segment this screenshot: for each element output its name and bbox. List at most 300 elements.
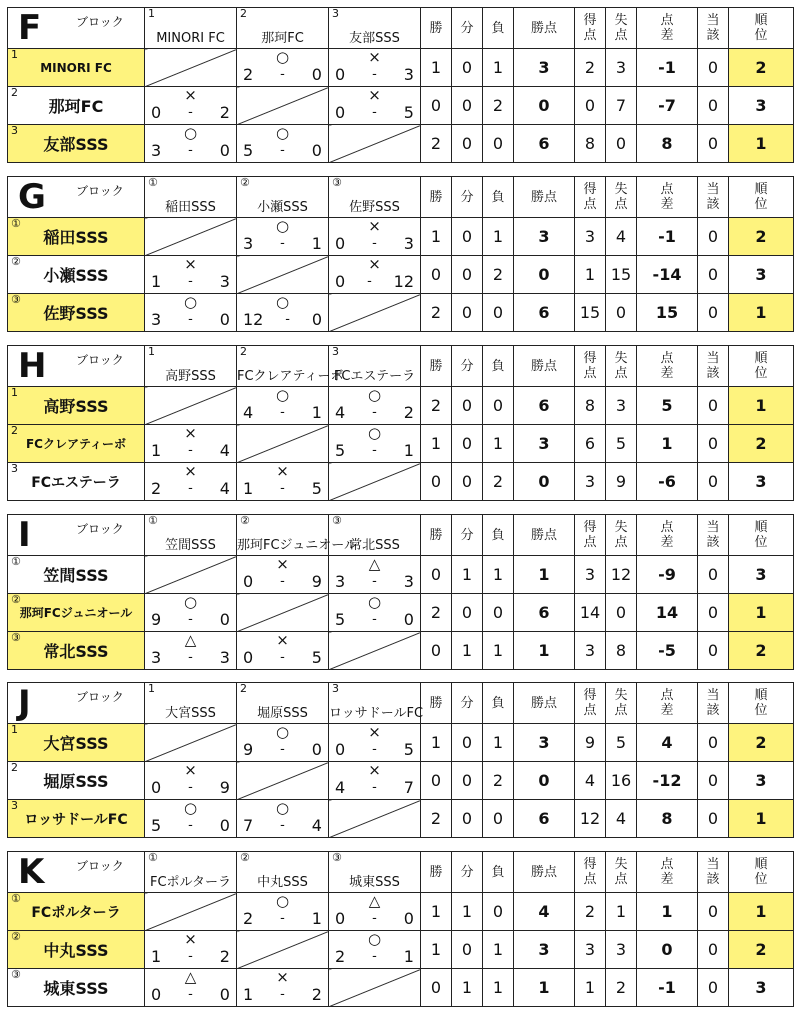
score-own: 3	[243, 234, 254, 253]
points-value: 6	[514, 800, 575, 838]
column-team-name: FCエステーラ	[333, 369, 416, 384]
match-result-cell	[237, 724, 329, 762]
goals-for-value: 9	[575, 724, 606, 762]
head-to-head-value: 0	[698, 969, 729, 1007]
score-own: 0	[335, 740, 346, 759]
losses-value: 1	[483, 632, 514, 670]
match-result-cell	[329, 762, 421, 800]
goal-diff-value: -12	[637, 762, 698, 800]
result-symbol: ×	[368, 48, 381, 66]
goals-for-value: 6	[575, 425, 606, 463]
result-symbol: ○	[275, 124, 290, 142]
match-score	[151, 480, 230, 498]
result-symbol: ×	[184, 462, 197, 480]
match-result-cell	[329, 893, 421, 931]
losses-value: 1	[483, 556, 514, 594]
goal-diff-value: -1	[637, 49, 698, 87]
team-name-cell	[8, 724, 145, 762]
team-row	[8, 724, 794, 762]
score-dash: -	[188, 780, 193, 795]
points-value: 3	[514, 425, 575, 463]
score-own: 1	[243, 479, 254, 498]
match-score	[243, 142, 322, 160]
column-team-number: ③	[332, 176, 342, 189]
score-dash: -	[372, 612, 377, 627]
self-match-cell	[237, 594, 329, 632]
points-value: 6	[514, 594, 575, 632]
team-number: 3	[11, 462, 18, 475]
rank-value: 3	[729, 762, 794, 800]
column-team-number: 3	[332, 345, 339, 358]
wins-value: 0	[421, 556, 452, 594]
column-team-name: 中丸SSS	[257, 875, 308, 890]
score-own: 2	[243, 65, 254, 84]
self-match-cell	[329, 632, 421, 670]
team-name: 堀原SSS	[43, 772, 109, 791]
points-value: 3	[514, 218, 575, 256]
score-own: 9	[243, 740, 254, 759]
goals-against-header: 失 点	[606, 515, 637, 556]
score-opponent: 2	[403, 403, 414, 422]
self-match-cell	[329, 294, 421, 332]
rank-value: 1	[729, 800, 794, 838]
goal-diff-value: -6	[637, 463, 698, 501]
score-own: 3	[151, 648, 162, 667]
score-dash: -	[280, 67, 285, 82]
team-row	[8, 218, 794, 256]
column-team-header	[237, 852, 329, 893]
result-symbol: ○	[275, 217, 290, 235]
column-team-number: ②	[240, 851, 250, 864]
goals-for-value: 8	[575, 387, 606, 425]
match-result-cell	[329, 931, 421, 969]
points-header: 勝点	[514, 346, 575, 387]
team-name-cell	[8, 256, 145, 294]
result-symbol: △	[184, 968, 197, 986]
score-opponent: 5	[403, 740, 414, 759]
self-match-cell	[329, 800, 421, 838]
points-value: 6	[514, 125, 575, 163]
wins-value: 0	[421, 463, 452, 501]
team-number: 3	[11, 124, 18, 137]
draw-header: 分	[452, 515, 483, 556]
score-opponent: 0	[219, 816, 230, 835]
score-opponent: 3	[403, 572, 414, 591]
goals-for-value: 2	[575, 49, 606, 87]
self-match-cell	[237, 87, 329, 125]
column-team-header	[329, 852, 421, 893]
score-own: 9	[151, 610, 162, 629]
score-dash: -	[280, 987, 285, 1002]
match-result-cell	[145, 594, 237, 632]
draw-header: 分	[452, 346, 483, 387]
result-symbol: ○	[275, 892, 290, 910]
goal-diff-value: 4	[637, 724, 698, 762]
block-letter: F ブロック	[8, 8, 145, 49]
goals-for-value: 4	[575, 762, 606, 800]
team-name-cell	[8, 463, 145, 501]
goals-against-header: 失 点	[606, 683, 637, 724]
points-value: 1	[514, 556, 575, 594]
score-opponent: 2	[219, 103, 230, 122]
goal-diff-value: 8	[637, 800, 698, 838]
match-result-cell	[237, 125, 329, 163]
match-result-cell	[329, 556, 421, 594]
loss-header: 負	[483, 515, 514, 556]
head-to-head-value: 0	[698, 425, 729, 463]
match-score	[151, 311, 230, 329]
team-name: 中丸SSS	[43, 941, 109, 960]
team-row	[8, 594, 794, 632]
losses-value: 0	[483, 294, 514, 332]
column-team-name: 堀原SSS	[257, 706, 308, 721]
score-dash: -	[372, 742, 377, 757]
match-score	[335, 948, 414, 966]
head-to-head-value: 0	[698, 463, 729, 501]
score-opponent: 0	[311, 65, 322, 84]
result-symbol: ×	[368, 217, 381, 235]
win-header: 勝	[421, 8, 452, 49]
column-team-number: ②	[240, 514, 250, 527]
team-row	[8, 425, 794, 463]
goals-for-value: 2	[575, 893, 606, 931]
header-row	[8, 683, 794, 724]
column-team-header	[145, 8, 237, 49]
goals-for-value: 15	[575, 294, 606, 332]
goals-for-value: 3	[575, 632, 606, 670]
header-row	[8, 8, 794, 49]
result-symbol: ×	[184, 255, 197, 273]
match-score	[335, 741, 414, 759]
score-dash: -	[372, 949, 377, 964]
match-score	[335, 104, 414, 122]
column-team-header	[237, 514, 358, 556]
score-dash: -	[280, 405, 285, 420]
team-name: FCポルターラ	[31, 904, 121, 921]
result-symbol: ×	[184, 424, 197, 442]
block-label: ブロック	[76, 690, 124, 704]
score-own: 1	[151, 441, 162, 460]
result-symbol: △	[368, 555, 381, 573]
match-result-cell	[145, 294, 237, 332]
goal-diff-value: -9	[637, 556, 698, 594]
goals-for-value: 3	[575, 931, 606, 969]
goals-against-value: 5	[606, 425, 637, 463]
column-team-name: 城東SSS	[349, 875, 400, 890]
score-dash: -	[188, 312, 193, 327]
team-name-cell	[8, 931, 145, 969]
head-to-head-header: 当 該	[698, 683, 729, 724]
team-number: 3	[11, 799, 18, 812]
self-match-cell	[237, 931, 329, 969]
rank-value: 1	[729, 294, 794, 332]
head-to-head-value: 0	[698, 556, 729, 594]
score-own: 4	[335, 403, 346, 422]
match-score	[151, 986, 230, 1004]
header-row	[8, 177, 794, 218]
team-name-cell	[8, 218, 145, 256]
score-dash: -	[188, 481, 193, 496]
match-result-cell	[329, 425, 421, 463]
match-score	[243, 311, 322, 329]
score-dash: -	[280, 742, 285, 757]
head-to-head-value: 0	[698, 387, 729, 425]
team-number: ②	[11, 255, 21, 268]
column-team-name: 大宮SSS	[165, 706, 216, 721]
score-dash: -	[372, 443, 377, 458]
score-dash: -	[280, 143, 285, 158]
match-score	[335, 66, 414, 84]
goal-diff-header: 点 差	[637, 177, 698, 218]
goals-against-value: 3	[606, 49, 637, 87]
head-to-head-value: 0	[698, 125, 729, 163]
draws-value: 0	[452, 125, 483, 163]
loss-header: 負	[483, 177, 514, 218]
match-score	[335, 611, 414, 629]
score-own: 0	[335, 909, 346, 928]
rank-header: 順 位	[729, 852, 794, 893]
team-row	[8, 387, 794, 425]
result-symbol: ×	[368, 86, 381, 104]
column-team-number: 1	[148, 682, 155, 695]
team-number: ①	[11, 892, 21, 905]
team-name-cell	[8, 594, 145, 632]
team-name-cell	[8, 294, 145, 332]
goal-diff-header: 点 差	[637, 515, 698, 556]
result-symbol: △	[368, 892, 381, 910]
score-opponent: 4	[311, 816, 322, 835]
losses-value: 1	[483, 969, 514, 1007]
win-header: 勝	[421, 683, 452, 724]
draws-value: 0	[452, 425, 483, 463]
team-name-cell	[8, 893, 145, 931]
block-label: ブロック	[76, 353, 124, 367]
result-symbol: ○	[183, 799, 198, 817]
draws-value: 0	[452, 256, 483, 294]
team-row	[8, 125, 794, 163]
result-symbol: ×	[184, 86, 197, 104]
self-match-cell	[145, 387, 237, 425]
block-k-table	[7, 851, 794, 1007]
match-score	[151, 611, 230, 629]
wins-value: 1	[421, 49, 452, 87]
team-name: 稲田SSS	[43, 228, 109, 247]
score-dash: -	[372, 911, 377, 926]
score-dash: -	[280, 574, 285, 589]
goals-for-header: 得 点	[575, 515, 606, 556]
draw-header: 分	[452, 177, 483, 218]
team-number: ③	[11, 968, 21, 981]
score-opponent: 3	[219, 272, 230, 291]
match-result-cell	[145, 931, 237, 969]
team-number: 1	[11, 723, 18, 736]
head-to-head-header: 当 該	[698, 515, 729, 556]
points-value: 0	[514, 762, 575, 800]
block-letter: H ブロック	[8, 346, 145, 387]
team-number: ③	[11, 293, 21, 306]
goals-for-value: 3	[575, 463, 606, 501]
score-own: 3	[335, 572, 346, 591]
score-dash: -	[188, 949, 193, 964]
head-to-head-header: 当 該	[698, 852, 729, 893]
rank-value: 3	[729, 556, 794, 594]
score-opponent: 9	[311, 572, 322, 591]
goal-diff-value: -7	[637, 87, 698, 125]
goals-for-header: 得 点	[575, 852, 606, 893]
goal-diff-header: 点 差	[637, 346, 698, 387]
team-number: 1	[11, 386, 18, 399]
team-number: 2	[11, 86, 18, 99]
draws-value: 1	[452, 893, 483, 931]
score-own: 0	[151, 778, 162, 797]
column-team-header	[329, 177, 421, 218]
match-result-cell	[329, 594, 421, 632]
column-team-header	[329, 8, 421, 49]
wins-value: 1	[421, 425, 452, 463]
score-own: 4	[335, 778, 346, 797]
match-result-cell	[145, 762, 237, 800]
column-team-header	[145, 683, 237, 724]
rank-value: 1	[729, 594, 794, 632]
loss-header: 負	[483, 8, 514, 49]
self-match-cell	[329, 463, 421, 501]
draws-value: 0	[452, 463, 483, 501]
score-own: 3	[151, 141, 162, 160]
column-team-header	[145, 177, 237, 218]
score-opponent: 0	[403, 909, 414, 928]
goal-diff-header: 点 差	[637, 852, 698, 893]
rank-value: 2	[729, 931, 794, 969]
score-opponent: 3	[403, 234, 414, 253]
team-name: 小瀬SSS	[43, 266, 109, 285]
draw-header: 分	[452, 683, 483, 724]
losses-value: 1	[483, 724, 514, 762]
losses-value: 0	[483, 800, 514, 838]
team-name: MINORI FC	[40, 60, 112, 75]
match-result-cell	[145, 87, 237, 125]
goals-against-value: 1	[606, 893, 637, 931]
goals-for-value: 3	[575, 556, 606, 594]
column-team-name: 笠間SSS	[165, 538, 216, 553]
result-symbol: ×	[368, 255, 381, 273]
goals-against-value: 8	[606, 632, 637, 670]
score-opponent: 4	[219, 441, 230, 460]
score-own: 0	[335, 103, 346, 122]
column-team-name: 稲田SSS	[165, 200, 216, 215]
score-own: 2	[335, 947, 346, 966]
goals-for-value: 8	[575, 125, 606, 163]
match-score	[151, 649, 230, 667]
team-name: 佐野SSS	[43, 304, 109, 323]
score-dash: -	[188, 105, 193, 120]
match-result-cell	[237, 463, 329, 501]
score-opponent: 5	[311, 479, 322, 498]
draws-value: 0	[452, 724, 483, 762]
win-header: 勝	[421, 852, 452, 893]
column-team-name: MINORI FC	[156, 31, 225, 46]
column-team-header	[329, 682, 424, 724]
match-score	[335, 442, 414, 460]
score-dash: -	[188, 650, 193, 665]
rank-value: 2	[729, 425, 794, 463]
goal-diff-header: 点 差	[637, 683, 698, 724]
head-to-head-value: 0	[698, 49, 729, 87]
header-row	[8, 515, 794, 556]
match-result-cell	[329, 218, 421, 256]
team-row	[8, 632, 794, 670]
result-symbol: ○	[275, 293, 290, 311]
match-result-cell	[145, 425, 237, 463]
score-own: 1	[243, 985, 254, 1004]
score-own: 3	[151, 310, 162, 329]
team-row	[8, 931, 794, 969]
points-header: 勝点	[514, 515, 575, 556]
match-score	[243, 910, 322, 928]
team-name: 那珂FCジュニオール	[19, 606, 133, 620]
points-value: 0	[514, 256, 575, 294]
head-to-head-header: 当 該	[698, 8, 729, 49]
score-dash: -	[280, 818, 285, 833]
block-label: ブロック	[76, 184, 124, 198]
column-team-number: 3	[332, 7, 339, 20]
block-letter: K ブロック	[8, 852, 145, 893]
losses-value: 0	[483, 125, 514, 163]
self-match-cell	[145, 724, 237, 762]
score-opponent: 0	[403, 610, 414, 629]
goals-against-value: 2	[606, 969, 637, 1007]
points-header: 勝点	[514, 177, 575, 218]
team-name: 笠間SSS	[43, 566, 109, 585]
losses-value: 2	[483, 256, 514, 294]
points-value: 4	[514, 893, 575, 931]
column-team-name: 友部SSS	[349, 31, 400, 46]
team-number: ②	[11, 930, 21, 943]
goals-against-value: 12	[606, 556, 637, 594]
score-own: 0	[151, 103, 162, 122]
match-result-cell	[237, 387, 329, 425]
win-header: 勝	[421, 515, 452, 556]
block-label: ブロック	[76, 15, 124, 29]
goals-against-value: 4	[606, 800, 637, 838]
goals-against-value: 4	[606, 218, 637, 256]
losses-value: 2	[483, 463, 514, 501]
result-symbol: △	[184, 631, 197, 649]
rank-value: 1	[729, 387, 794, 425]
match-result-cell	[237, 556, 329, 594]
goal-diff-value: -14	[637, 256, 698, 294]
head-to-head-value: 0	[698, 87, 729, 125]
match-score	[151, 817, 230, 835]
rank-value: 3	[729, 87, 794, 125]
win-header: 勝	[421, 346, 452, 387]
column-team-number: 3	[332, 682, 339, 695]
header-row	[8, 346, 794, 387]
score-own: 0	[151, 985, 162, 1004]
block-f-table	[7, 7, 794, 163]
team-name: FCエステーラ	[31, 474, 121, 491]
points-value: 1	[514, 632, 575, 670]
score-opponent: 0	[219, 310, 230, 329]
result-symbol: ○	[183, 293, 198, 311]
points-value: 1	[514, 969, 575, 1007]
match-result-cell	[237, 294, 329, 332]
match-result-cell	[145, 463, 237, 501]
score-opponent: 0	[311, 141, 322, 160]
team-name-cell	[8, 632, 145, 670]
block-letter: G ブロック	[8, 177, 145, 218]
wins-value: 0	[421, 762, 452, 800]
column-team-header	[237, 345, 344, 387]
